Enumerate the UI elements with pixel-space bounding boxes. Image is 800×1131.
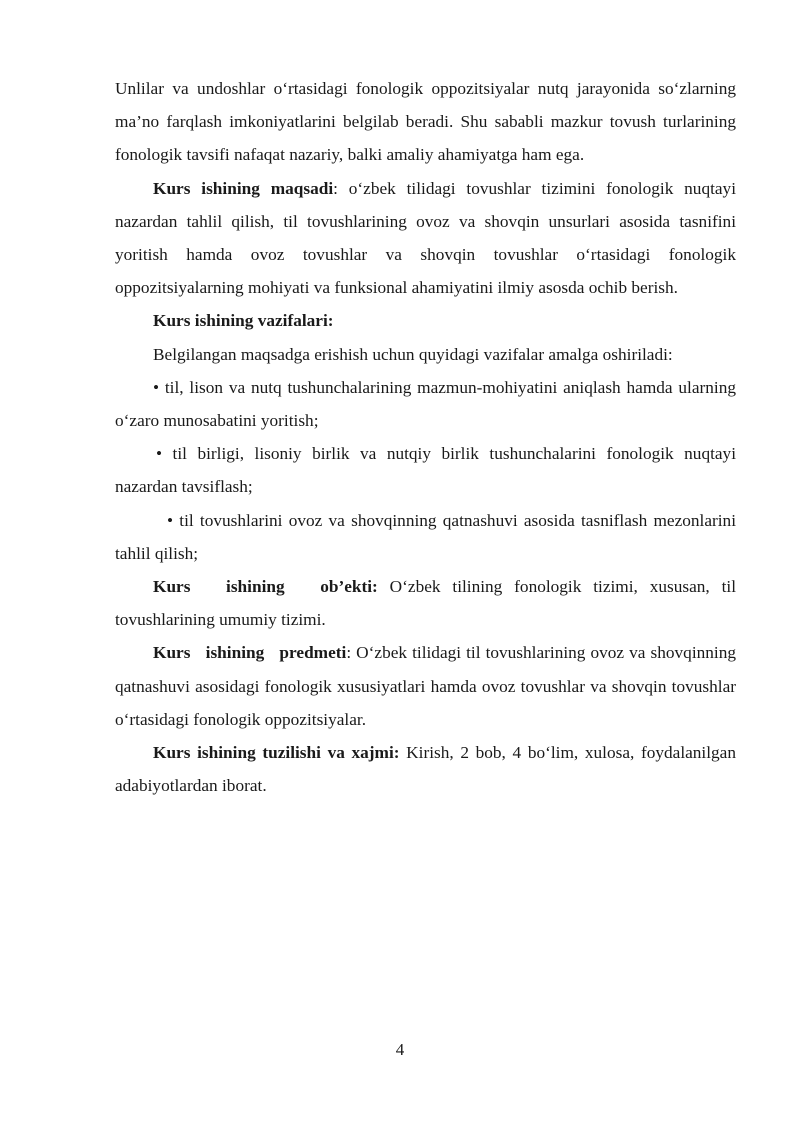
- subject-text: : O‘zbek tilidagi til tovushlarining ovoz va shovqinning qatnashuvi asosidagi fonologik xususiyatlari hamda ovoz tovushlar va shovqin tovushlar o‘rtasidagi fonologik oppozitsiyalar.: [115, 643, 736, 729]
- task-item-2: • til birligi, lisoniy birlik va nutqiy birlik tushunchalarini fonologik nuqtayi nazardan tavsiflash;: [115, 444, 736, 497]
- page-number: 4: [395, 1040, 405, 1059]
- subject-paragraph: [115, 636, 736, 736]
- goal-text: : o‘zbek tilidagi tovushlar tizimini fonologik nuqtayi nazardan tahlil qilish, til tovushlarining ovoz va shovqin unsurlari asosida tasnifini yoritish hamda ovoz tovushlar va shovqin tovushlar o‘rtasidagi fonologik oppozitsiyalarning mohiyati va funksional ahamiyatini ilmiy asosda ochib berish.: [115, 178, 736, 298]
- structure-text: Kirish, 2 bob, 4 bo‘lim, xulosa, foydalanilgan adabiyotlardan iborat.: [115, 743, 736, 796]
- structure-label: Kurs ishining tuzilishi va xajmi:: [153, 743, 400, 763]
- object-label: Kurs ishining ob’ekti:: [153, 577, 378, 597]
- task-item-3: • til tovushlarini ovoz va shovqinning qatnashuvi asosida tasniflash mezonlarini tahlil qilish;: [115, 510, 736, 563]
- subject-label: Kurs ishining predmeti: [153, 643, 347, 663]
- intro-paragraph: Unlilar va undoshlar o‘rtasidagi fonologik oppozitsiyalar nutq jarayonida so‘zlarning ma’no farqlash imkoniyatlarini belgilab beradi. Shu sababli mazkur tovush turlarining fonologik tavsifi nafaqat nazariy, balki amaliy ahamiyatga ham ega.: [115, 79, 736, 165]
- goal-label: Kurs ishining maqsadi: [153, 178, 334, 198]
- object-text: O‘zbek tilining fonologik tizimi, xususan, til tovushlarining umumiy tizimi.: [115, 577, 736, 630]
- document-page: [115, 72, 736, 802]
- tasks-heading: Kurs ishining vazifalari:: [153, 311, 334, 331]
- structure-paragraph: [115, 736, 736, 802]
- object-paragraph: [115, 570, 736, 636]
- goal-paragraph: [115, 172, 736, 305]
- task-item-1: • til, lison va nutq tushunchalarining mazmun-mohiyatini aniqlash hamda ularning o‘zaro munosabatini yoritish;: [115, 377, 736, 431]
- tasks-intro: Belgilangan maqsadga erishish uchun quyidagi vazifalar amalga oshiriladi:: [153, 344, 673, 364]
